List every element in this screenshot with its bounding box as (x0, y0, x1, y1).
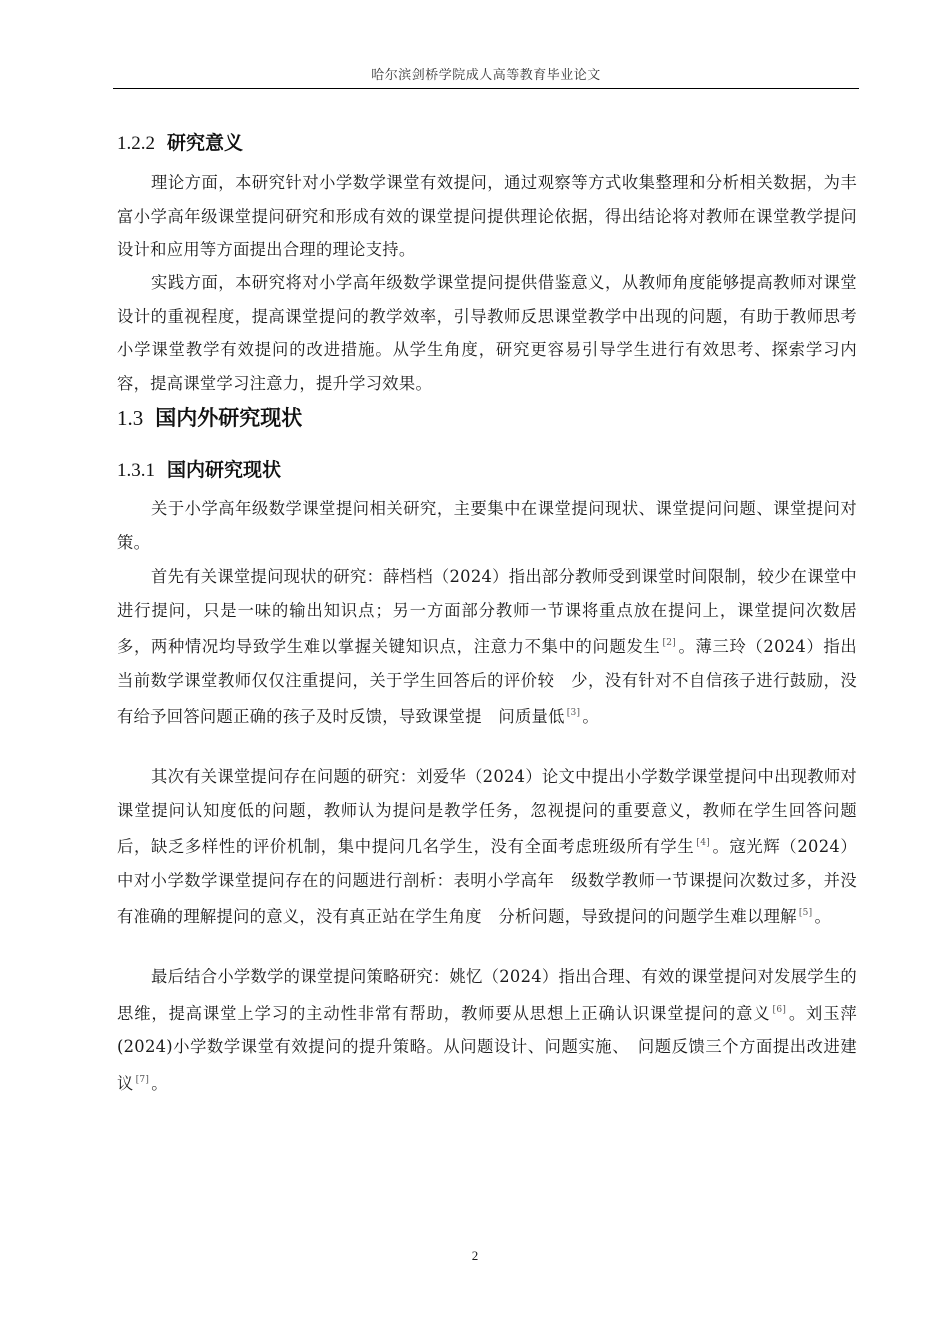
section-title: 国内外研究现状 (155, 406, 303, 430)
citation-ref: [5] (798, 908, 813, 918)
citation-ref: [7] (135, 1074, 150, 1085)
header-divider (113, 88, 859, 89)
text-segment: 首先有关课堂提问现状的研究：薛档档（2024）指出部分教师受到课堂时间限制，较少在课堂中进行提问，只是一味的输出知识点；另一方面部分教师一节课将重点放在提问上，课堂提问次数居多，两种情况均导致学生难以掌握关键知识点，注意力不集中的问题发生 (117, 567, 857, 656)
paragraph-strategy-research (117, 960, 857, 1100)
section-title: 研究意义 (167, 132, 244, 154)
citation-ref: [4] (696, 838, 711, 848)
paragraph-practice: 实践方面，本研究将对小学高年级数学课堂提问提供借鉴意义，从教师角度能够提高教师对课堂设计的重视程度，提高课堂提问的教学效率，引导教师反思课堂教学中出现的问题，有助于教师思考小学课堂教学有效提问的改进措施。从学生角度，研究更容易引导学生进行有效思考、探索学习内容，提高课堂学习注意力，提升学习效果。 (117, 273, 857, 393)
text-segment: 。寇光辉（2024）中对小学数学课堂提问存在的问题进行剖析：表明小学高年 级数学教师一节课提问次数过多，并没有准确的理解提问的意义，没有真正站在学生角度 分析问题，导致提问的问题学生难以理解 (117, 837, 857, 926)
citation-ref: [2] (662, 638, 677, 648)
paragraph-status-research (117, 560, 857, 734)
text-segment: 其次有关课堂提问存在问题的研究：刘爱华（2024）论文中提出小学数学课堂提问中出现教师对课堂提问认知度低的问题，教师认为提问是教学任务，忽视提问的重要意义，教师在学生回答问题后，缺乏多样性的评价机制，集中提问几名学生，没有全面考虑班级所有学生 (117, 767, 857, 856)
section-heading-1-2-2 (117, 128, 243, 155)
paragraph-problem-research (117, 760, 857, 934)
section-number: 1.3 (117, 406, 144, 430)
text-segment: 。薄三玲（2024）指出当前数学课堂教师仅仅注重提问，关于学生回答后的评价较 少，没有针对不自信孩子进行鼓励，没有给予回答问题正确的孩子及时反馈，导致课堂提 问质量低 (117, 637, 857, 726)
section-heading-1-3-1 (117, 455, 281, 482)
section-heading-1-3 (117, 402, 302, 432)
page-number: 2 (471, 1248, 479, 1263)
section-title: 国内研究现状 (167, 459, 282, 481)
text-segment: 最后结合小学数学的课堂提问策略研究：姚忆（2024）指出合理、有效的课堂提问对发展学生的思维，提高课堂上学习的主动性非常有帮助，教师要从思想上正确认识课堂提问的意义 (117, 967, 857, 1023)
section-number: 1.2.2 (117, 133, 155, 154)
text-segment: 。 (814, 907, 832, 926)
section-number: 1.3.1 (117, 460, 155, 481)
citation-ref: [6] (772, 1004, 787, 1015)
paragraph-theory: 理论方面，本研究针对小学数学课堂有效提问，通过观察等方式收集整理和分析相关数据，为丰富小学高年级课堂提问研究和形成有效的课堂提问提供理论依据，得出结论将对教师在课堂教学提问设计和应用等方面提出合理的理论支持。 (117, 173, 857, 259)
text-segment: 。 (151, 1073, 168, 1093)
text-segment: 。 (582, 707, 599, 726)
paragraph-overview: 关于小学高年级数学课堂提问相关研究，主要集中在课堂提问现状、课堂提问问题、课堂提问对策。 (117, 499, 857, 552)
text-segment: 。刘玉萍(2024)小学数学课堂有效提问的提升策略。从问题设计、问题实施、 问题反馈三个方面提出改进建议 (117, 1003, 857, 1093)
page-header: 哈尔滨剑桥学院成人高等教育毕业论文 (371, 68, 601, 83)
citation-ref: [3] (566, 708, 581, 718)
